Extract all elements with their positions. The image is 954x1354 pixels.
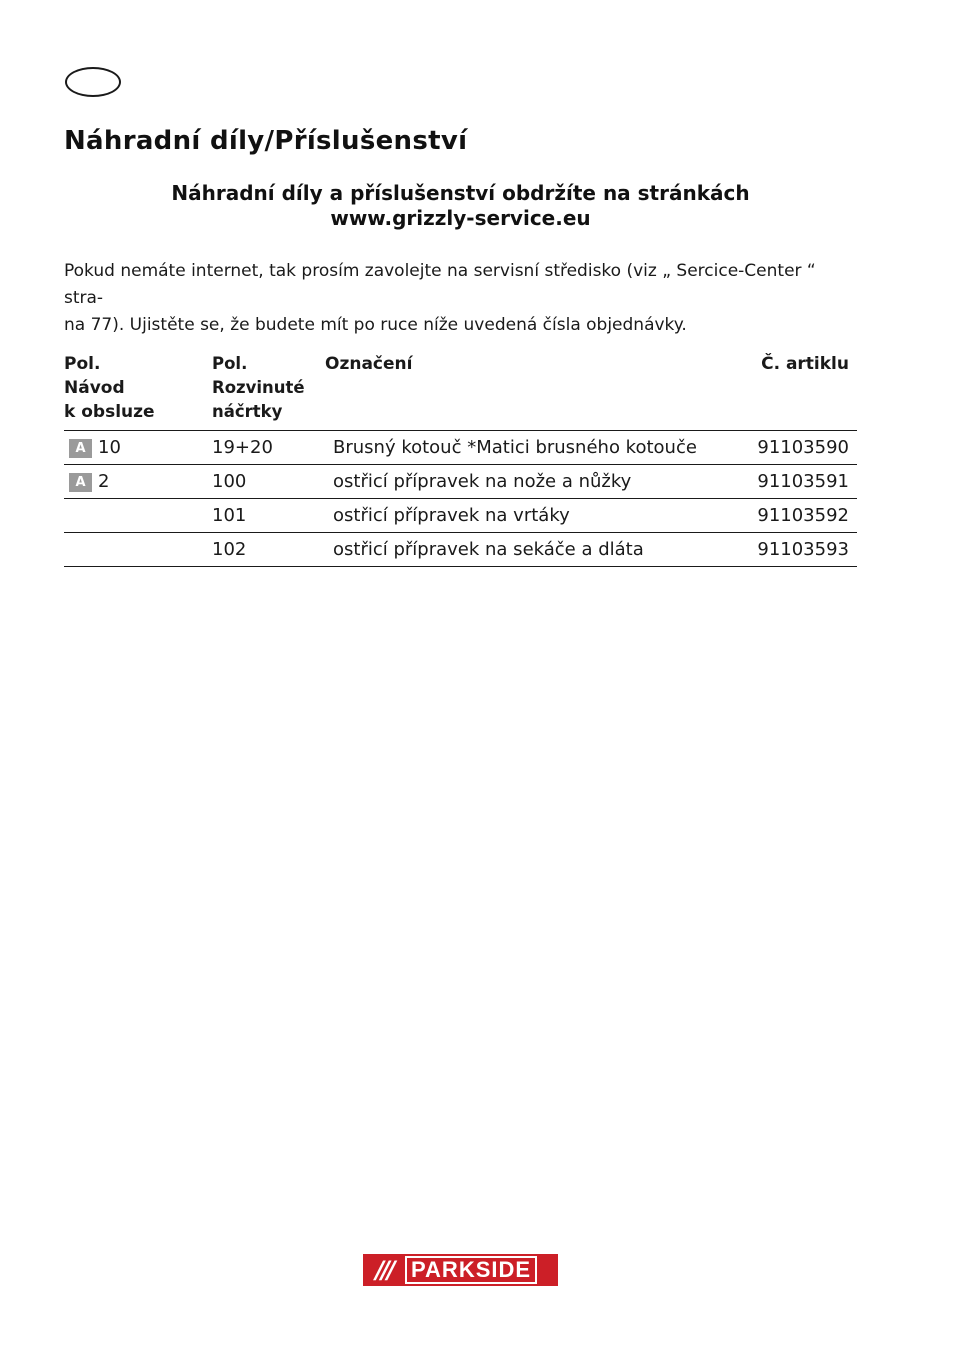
header-name: Označení: [325, 352, 725, 431]
cell-article: 91103593: [725, 533, 857, 567]
pos-manual-value: 10: [98, 437, 121, 458]
spare-parts-table: [64, 352, 857, 567]
page-title: Náhradní díly/Příslušenství: [64, 126, 468, 156]
cell-name: ostřicí přípravek na sekáče a dláta: [325, 533, 725, 567]
header-pos-drawing-line-3: náčrtky: [212, 402, 283, 421]
language-oval: [65, 67, 121, 97]
table-row: [64, 465, 857, 499]
cell-pos-drawing: 19+20: [212, 431, 325, 465]
table-row: [64, 499, 857, 533]
cell-article: 91103591: [725, 465, 857, 499]
logo-slashes: ///: [375, 1256, 393, 1284]
intro-paragraph: [64, 258, 857, 339]
header-pos-manual-line-3: k obsluze: [64, 402, 155, 422]
cell-pos-drawing: 101: [212, 499, 325, 533]
cell-pos-manual: [64, 431, 212, 465]
subheading-line-1: Náhradní díly a příslušenství obdržíte na stránkách: [171, 181, 750, 205]
cell-article: 91103592: [725, 499, 857, 533]
cell-article: 91103590: [725, 431, 857, 465]
cell-name: Brusný kotouč *Matici brusného kotouče: [325, 431, 725, 465]
cell-pos-manual: [64, 465, 212, 499]
header-pos-drawing-line-1: Pol.: [212, 354, 248, 373]
intro-line-2: na 77). Ujistěte se, že budete mít po ruce níže uvedená čísla objednávky.: [64, 315, 687, 335]
cell-name: ostřicí přípravek na nože a nůžky: [325, 465, 725, 499]
cell-pos-manual: [64, 533, 212, 567]
pos-manual-value: 2: [98, 471, 110, 492]
table-header-row: [64, 352, 857, 431]
cell-pos-drawing: 102: [212, 533, 325, 567]
header-pos-manual-line-2: Návod: [64, 378, 125, 398]
cell-pos-drawing: 100: [212, 465, 325, 499]
table-row: [64, 533, 857, 567]
header-article: Č. artiklu: [725, 352, 857, 431]
figure-a-badge: A: [69, 473, 92, 492]
header-pos-manual: [64, 352, 212, 431]
intro-line-1: Pokud nemáte internet, tak prosím zavolejte na servisní středisko (viz „ Sercice-Center “ stra-: [64, 261, 816, 308]
logo-text: PARKSIDE: [405, 1256, 537, 1284]
header-pos-manual-line-1: Pol.: [64, 354, 101, 374]
header-pos-drawing: [212, 352, 325, 431]
cell-name: ostřicí přípravek na vrtáky: [325, 499, 725, 533]
service-url: www.grizzly-service.eu: [330, 206, 591, 230]
header-pos-drawing-line-2: Rozvinuté: [212, 378, 305, 397]
subheading: [64, 181, 857, 231]
parkside-logo: [363, 1254, 558, 1286]
cell-pos-manual: [64, 499, 212, 533]
figure-a-badge: A: [69, 439, 92, 458]
table-row: [64, 431, 857, 465]
